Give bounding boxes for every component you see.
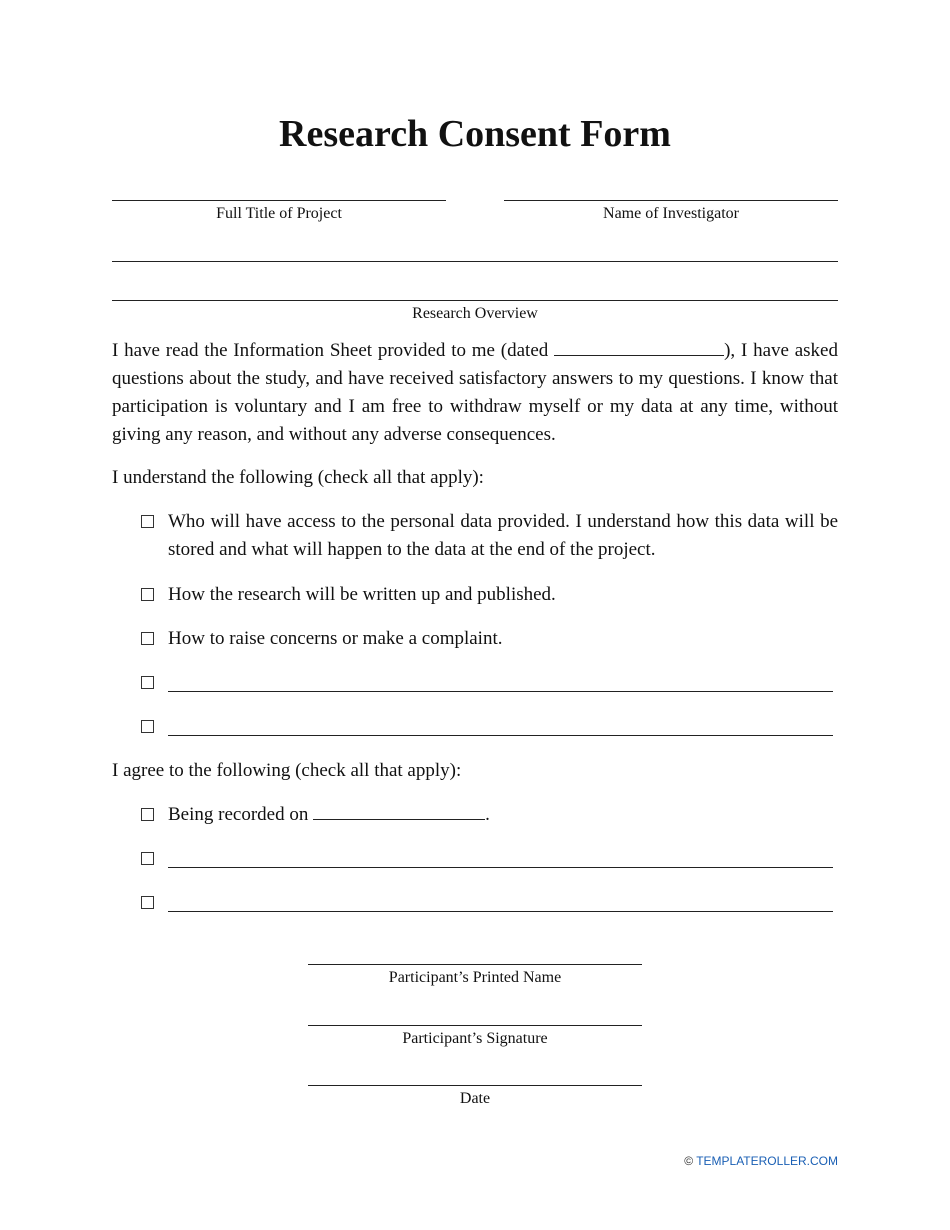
date-line <box>308 1085 642 1086</box>
footer-link[interactable]: TEMPLATEROLLER.COM <box>696 1154 838 1168</box>
understand-item-3[interactable] <box>141 625 838 653</box>
overview-caption: Research Overview <box>412 305 538 322</box>
agree-item-2[interactable] <box>141 845 838 873</box>
overview-rule-1 <box>112 261 838 262</box>
agree-item-recorded[interactable] <box>141 801 838 829</box>
overview-line-1[interactable] <box>112 261 838 262</box>
intro-paragraph <box>112 337 838 449</box>
investigator-line <box>504 200 838 201</box>
understand-item-5[interactable] <box>141 713 838 741</box>
project-title-line <box>112 200 446 201</box>
printed-name-line <box>308 964 642 965</box>
blank-line[interactable] <box>168 691 833 692</box>
checkbox[interactable] <box>141 632 154 645</box>
overview-rule-2 <box>112 300 838 301</box>
checkbox[interactable] <box>141 676 154 689</box>
date-caption: Date <box>459 1090 491 1107</box>
checkbox[interactable] <box>141 720 154 733</box>
printed-name-field[interactable] <box>308 964 642 988</box>
agree-item-3[interactable] <box>141 889 838 917</box>
checkbox[interactable] <box>141 515 154 528</box>
understand-heading: I understand the following (check all that apply): <box>112 467 484 488</box>
blank-line[interactable] <box>168 911 833 912</box>
project-title-field[interactable] <box>112 200 446 224</box>
checkbox[interactable] <box>141 808 154 821</box>
signature-caption: Participant’s Signature <box>402 1030 548 1047</box>
project-title-caption: Full Title of Project <box>216 205 342 222</box>
date-field[interactable] <box>308 1085 642 1109</box>
blank-line[interactable] <box>168 867 833 868</box>
signature-field[interactable] <box>308 1025 642 1049</box>
checkbox[interactable] <box>141 852 154 865</box>
blank-line[interactable] <box>168 735 833 736</box>
recording-method-blank[interactable] <box>313 801 485 820</box>
understand-item-1[interactable] <box>141 508 838 564</box>
footer-credit <box>684 1154 838 1168</box>
checkbox[interactable] <box>141 896 154 909</box>
understand-item-text: How the research will be written up and published. <box>168 584 556 605</box>
investigator-field[interactable] <box>504 200 838 224</box>
intro-text-2: ), I have asked questions about the study, and have received satisfactory answers to my questions. I know that participation is voluntary and I am free to withdraw myself or my data at any time, without giving any reason, and without any adverse consequences. <box>112 340 838 445</box>
agree-heading: I agree to the following (check all that apply): <box>112 760 462 781</box>
signature-line <box>308 1025 642 1026</box>
recorded-prefix: Being recorded on <box>168 804 314 825</box>
intro-text-1: I have read the Information Sheet provided to me (dated <box>112 340 555 361</box>
checkbox[interactable] <box>141 588 154 601</box>
understand-item-4[interactable] <box>141 669 838 697</box>
date-blank[interactable] <box>554 337 724 356</box>
page-title: Research Consent Form <box>279 113 671 155</box>
copyright-symbol: © <box>684 1154 694 1168</box>
overview-field[interactable] <box>112 300 838 324</box>
understand-item-text: Who will have access to the personal data provided. I understand how this data will be stored and what will happen to the data at the end of the project. <box>168 511 838 560</box>
printed-name-caption: Participant’s Printed Name <box>388 969 562 986</box>
understand-item-2[interactable] <box>141 581 838 609</box>
agree-item-text <box>168 801 838 829</box>
recorded-suffix: . <box>485 804 490 825</box>
investigator-caption: Name of Investigator <box>603 205 739 222</box>
understand-item-text: How to raise concerns or make a complaint. <box>168 628 503 649</box>
